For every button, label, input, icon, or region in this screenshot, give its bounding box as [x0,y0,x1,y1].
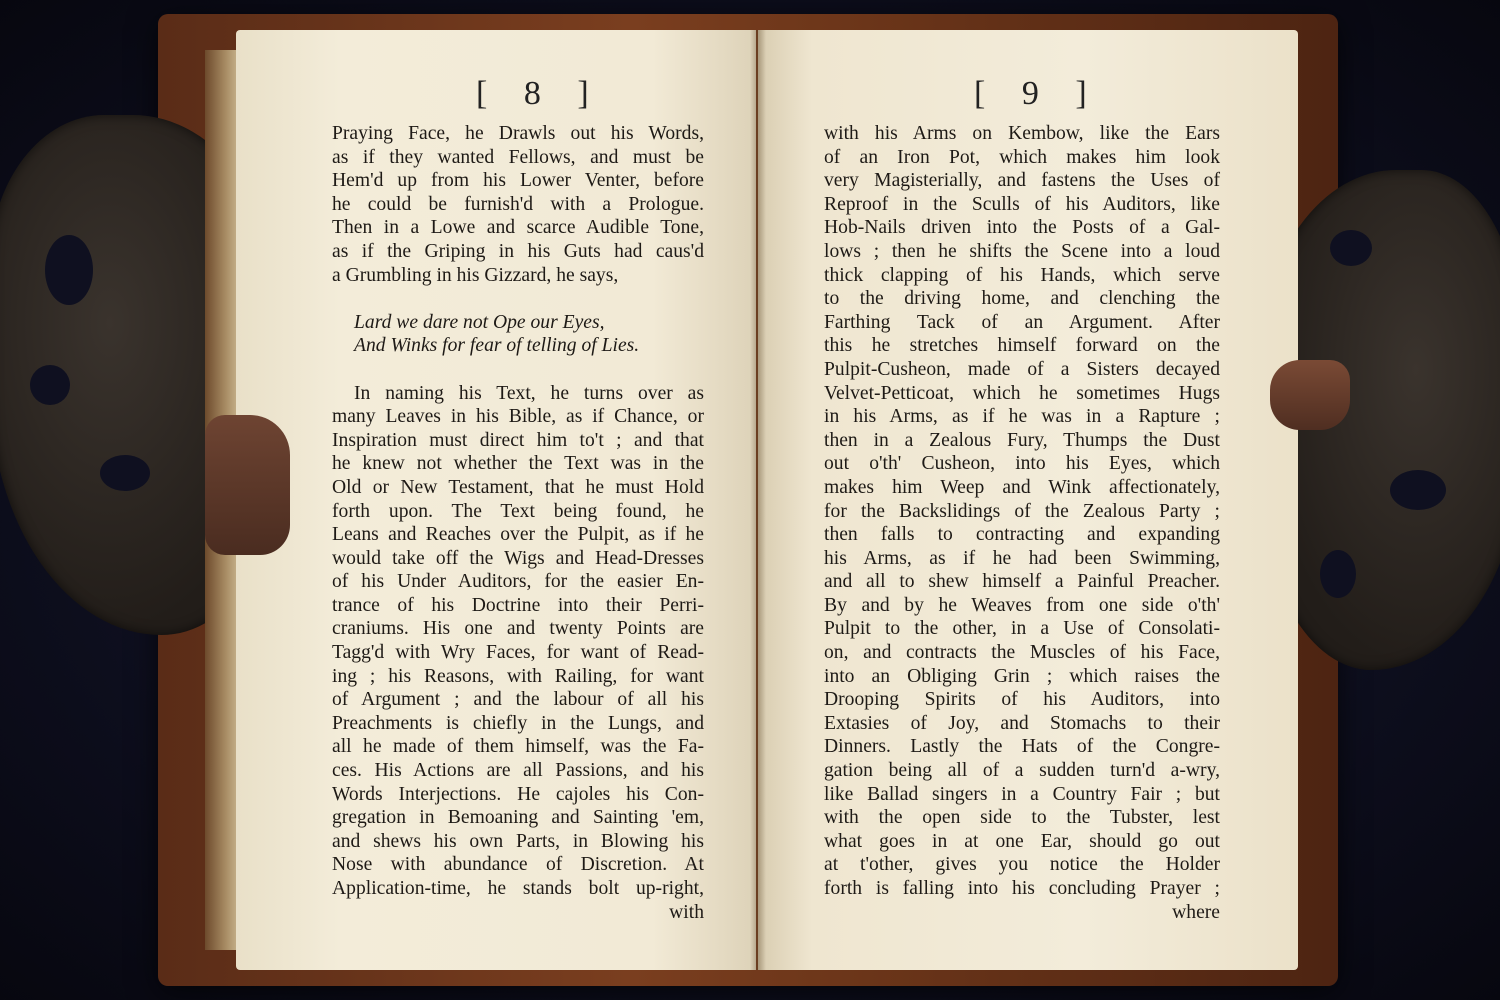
spacer [332,358,704,382]
text-line: into an Obliging Grin ; which raises the [824,665,1220,687]
text-line: craniums. His one and twenty Points are [332,618,704,640]
verse-line: Lard we dare not Ope our Eyes, [354,311,605,333]
text-line: Hob-Nails driven into the Posts of a Gal- [824,217,1220,239]
text-line: Reproof in the Sculls of his Auditors, like [824,193,1220,215]
text-line: what goes in at one Ear, should go out [824,830,1220,852]
text-line: like Ballad singers in a Country Fair ; but [824,783,1220,805]
spacer [332,287,704,311]
right-page [758,30,1298,970]
text-line: with his Arms on Kembow, like the Ears [824,123,1220,144]
clasp-hole [1390,470,1446,510]
text-line: in his Arms, as if he was in a Rapture ; [824,406,1220,428]
text-line: Farthing Tack of an Argument. After [824,311,1220,333]
clasp-hole [100,455,150,491]
left-text-block [332,122,704,924]
clasp-hole [30,365,70,405]
text-line: would take off the Wigs and Head-Dresses [332,547,704,569]
text-line: Tagg'd with Wry Faces, for want of Read- [332,642,704,664]
text-line: his Arms, as if he had been Swimming, [824,547,1220,569]
clasp-hole [1330,230,1372,266]
text-line: to the driving home, and clenching the [824,288,1220,310]
text-line: makes him Weep and Wink affectionately, [824,476,1220,498]
text-line: many Leaves in his Bible, as if Chance, or [332,406,704,428]
text-line: Praying Face, he Drawls out his Words, [332,123,704,144]
text-line: at t'other, gives you notice the Holder [824,854,1220,876]
text-line: thick clapping of his Hands, which serve [824,264,1220,286]
text-line: very Magisterially, and fastens the Uses of [824,170,1220,192]
clasp-hole [1320,550,1356,598]
text-line: out o'th' Cusheon, into his Eyes, which [824,453,1220,475]
text-line: Pulpit to the other, in a Use of Consolati- [824,618,1220,640]
page-number: [ 8 ] [476,75,603,112]
text-line: Leans and Reaches over the Pulpit, as if he [332,524,704,546]
text-line: lows ; then he shifts the Scene into a loud [824,240,1220,262]
text-line: and shews his own Parts, in Blowing his [332,830,704,852]
book-gutter [750,30,766,970]
text-line: Nose with abundance of Discretion. At [332,854,704,876]
catchword: with [669,901,704,923]
text-line: as if the Griping in his Guts had caus'd [332,240,704,262]
text-line: By and by he Weaves from one side o'th' [824,594,1220,616]
text-line: trance of his Doctrine into their Perri- [332,594,704,616]
text-line: Velvet-Petticoat, which he sometimes Hugs [824,382,1220,404]
text-line: he knew not whether the Text was in the [332,453,704,475]
text-line: and all to shew himself a Painful Preacher. [824,571,1220,593]
text-line: then in a Zealous Fury, Thumps the Dust [824,429,1220,451]
text-line: of Argument ; and the labour of all his [332,689,704,711]
clasp-hole [45,235,93,305]
page-number: [ 9 ] [974,75,1101,112]
text-line: Dinners. Lastly the Hats of the Congre- [824,736,1220,758]
text-line: this he stretches himself forward on the [824,335,1220,357]
text-line: Old or New Testament, that he must Hold [332,476,704,498]
text-line: Extasies of Joy, and Stomachs to their [824,712,1220,734]
text-line: Hem'd up from his Lower Venter, before [332,170,704,192]
text-line: ces. His Actions are all Passions, and his [332,760,704,782]
text-line: of his Under Auditors, for the easier En- [332,571,704,593]
text-line: Application-time, he stands bolt up-right, [332,878,704,899]
text-line: with the open side to the Tubster, lest [824,807,1220,829]
text-line: ing ; his Reasons, with Railing, for want [332,665,704,687]
text-line: Words Interjections. He cajoles his Con- [332,783,704,805]
text-line: In naming his Text, he turns over as [354,382,704,404]
text-line: Preachments is chiefly in the Lungs, and [332,712,704,734]
left-clasp-tab [205,415,290,555]
text-line: Drooping Spirits of his Auditors, into [824,689,1220,711]
text-line: then falls to contracting and expanding [824,524,1220,546]
text-line: of an Iron Pot, which makes him look [824,146,1220,168]
text-line: a Grumbling in his Gizzard, he says, [332,264,619,286]
right-clasp-tab [1270,360,1350,430]
catchword: where [1172,901,1220,923]
verse-line: And Winks for fear of telling of Lies. [354,335,640,357]
text-line: gregation in Bemoaning and Sainting 'em, [332,807,704,829]
right-text-block [824,122,1220,924]
text-line: he could be furnish'd with a Prologue. [332,193,704,215]
text-line: all he made of them himself, was the Fa- [332,736,704,758]
left-page [236,30,756,970]
text-line: forth upon. The Text being found, he [332,500,704,522]
text-line: Then in a Lowe and scarce Audible Tone, [332,217,704,239]
text-line: Pulpit-Cusheon, made of a Sisters decayed [824,358,1220,380]
text-line: on, and contracts the Muscles of his Face, [824,642,1220,664]
text-line: as if they wanted Fellows, and must be [332,146,704,168]
text-line: forth is falling into his concluding Prayer ; [824,878,1220,899]
text-line: Inspiration must direct him to't ; and that [332,429,704,451]
text-line: for the Backslidings of the Zealous Party ; [824,500,1220,522]
text-line: gation being all of a sudden turn'd a-wry, [824,760,1220,782]
